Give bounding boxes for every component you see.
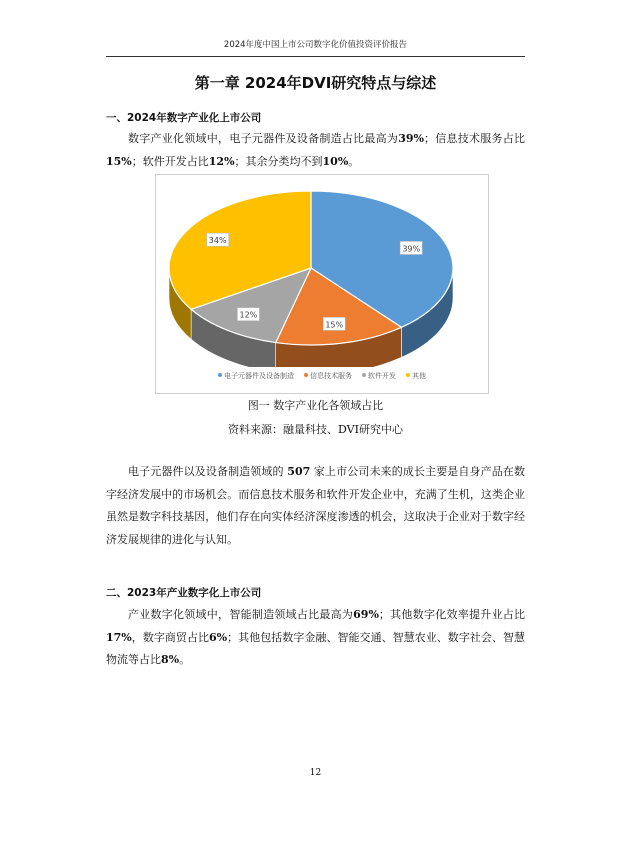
svg-text:39%: 39% [402,244,421,254]
section-2-title: 二、2023年产业数字化上市公司 [106,587,262,599]
running-header: 2024年度中国上市公司数字化价值投资评价报告 [106,34,525,57]
page-number: 12 [309,768,322,778]
pie-chart [155,174,489,394]
data-label-34- [207,233,229,246]
legend-label: 其他 [412,372,426,380]
body-paragraph: 电子元器件以及设备制造领域的 507 家上市公司未来的成长主要是自身产品在数字经济发展中的市场机会。而信息技术服务和软件开发企业中，充满了生机，这类企业虽然是数字科技基因，他们存在向实体经济深度渗透的机会，这取决于企业对于数字经济发展规律的进化与认知。 [106,465,526,546]
section-1-intro: 数字产业化领域中，电子元器件及设备制造占比最高为39%；信息技术服务占比15%；软件开发占比12%；其余分类均不到10%。 [106,132,526,168]
legend-item [304,372,352,380]
legend-item [362,372,396,380]
legend-label: 电子元器件及设备制造 [224,372,294,380]
legend-marker [406,373,410,377]
data-label-15- [323,317,345,330]
legend-item [218,372,294,380]
chart-legend [156,371,488,381]
legend-item [406,372,426,380]
svg-text:15%: 15% [325,320,344,330]
legend-marker [304,373,308,377]
figure-source: 资料来源：融量科技、DVI研究中心 [228,423,403,436]
data-label-39- [400,241,422,254]
section-2-intro: 产业数字化领域中，智能制造领域占比最高为69%；其他数字化效率提升业占比17%，数字商贸占比6%；其他包括数字金融、智能交通、智慧农业、数字社会、智慧物流等占比8%。 [106,608,526,666]
pie-chart-canvas [156,175,488,367]
section-1-title: 一、2024年数字产业化上市公司 [106,112,262,124]
legend-marker [362,373,366,377]
svg-text:12%: 12% [239,310,258,320]
pie-slices [169,191,453,345]
figure-caption: 图一 数字产业化各领域占比 [247,399,384,412]
data-label-12- [237,308,259,321]
legend-label: 软件开发 [368,372,396,380]
legend-label: 信息技术服务 [310,372,352,380]
legend-marker [218,373,222,377]
svg-text:34%: 34% [208,236,227,246]
chapter-title: 第一章 2024年DVI研究特点与综述 [194,74,437,92]
